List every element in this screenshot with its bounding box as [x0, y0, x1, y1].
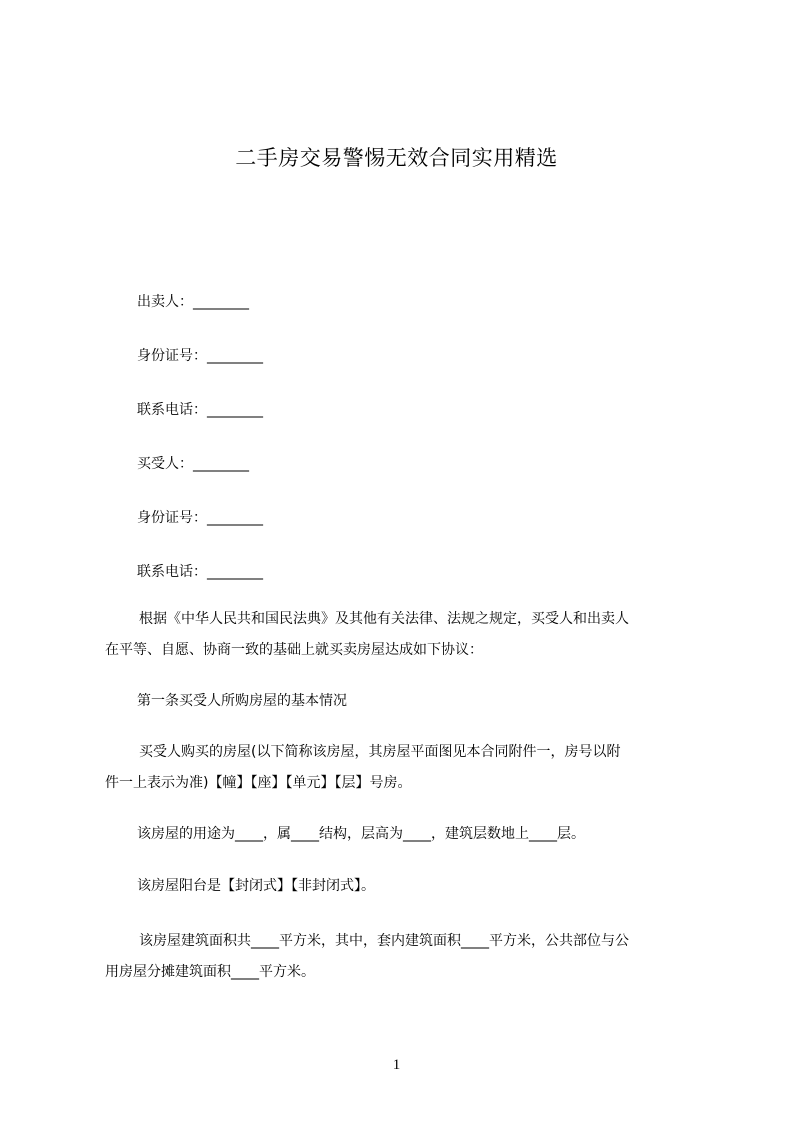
- house-description-line-1: 买受人购买的房屋(以下简称该房屋，其房屋平面图见本合同附件一，房号以附: [139, 744, 621, 760]
- seller-phone-field: 联系电话：________: [137, 402, 263, 418]
- article-1-heading: 第一条买受人所购房屋的基本情况: [137, 693, 347, 709]
- buyer-name-field: 买受人：________: [137, 456, 249, 472]
- preamble-line-2: 在平等、自愿、协商一致的基础上就买卖房屋达成如下协议：: [105, 642, 483, 658]
- seller-id-field: 身份证号：________: [137, 348, 263, 364]
- document-title: 二手房交易警惕无效合同实用精选: [235, 146, 558, 170]
- house-usage-clause: 该房屋的用途为____，属____结构，层高为____，建筑层数地上____层。: [137, 826, 585, 842]
- balcony-clause: 该房屋阳台是【封闭式】【非封闭式】。: [137, 878, 375, 894]
- preamble-line-1: 根据《中华人民共和国民法典》及其他有关法律、法规之规定，买受人和出卖人: [139, 611, 629, 627]
- house-description-line-2: 件一上表示为准)【幢】【座】【单元】【层】号房。: [105, 775, 412, 791]
- buyer-id-field: 身份证号：________: [137, 510, 263, 526]
- area-paragraph: [105, 926, 705, 988]
- preamble-paragraph: [105, 604, 705, 666]
- area-line-1: 该房屋建筑面积共____平方米，其中，套内建筑面积____平方米，公共部位与公: [139, 933, 629, 949]
- seller-name-field: 出卖人：________: [137, 294, 249, 310]
- area-line-2: 用房屋分摊建筑面积____平方米。: [105, 964, 315, 980]
- house-description-paragraph: [105, 737, 705, 799]
- buyer-phone-field: 联系电话：________: [137, 564, 263, 580]
- page-number: 1: [392, 1057, 401, 1073]
